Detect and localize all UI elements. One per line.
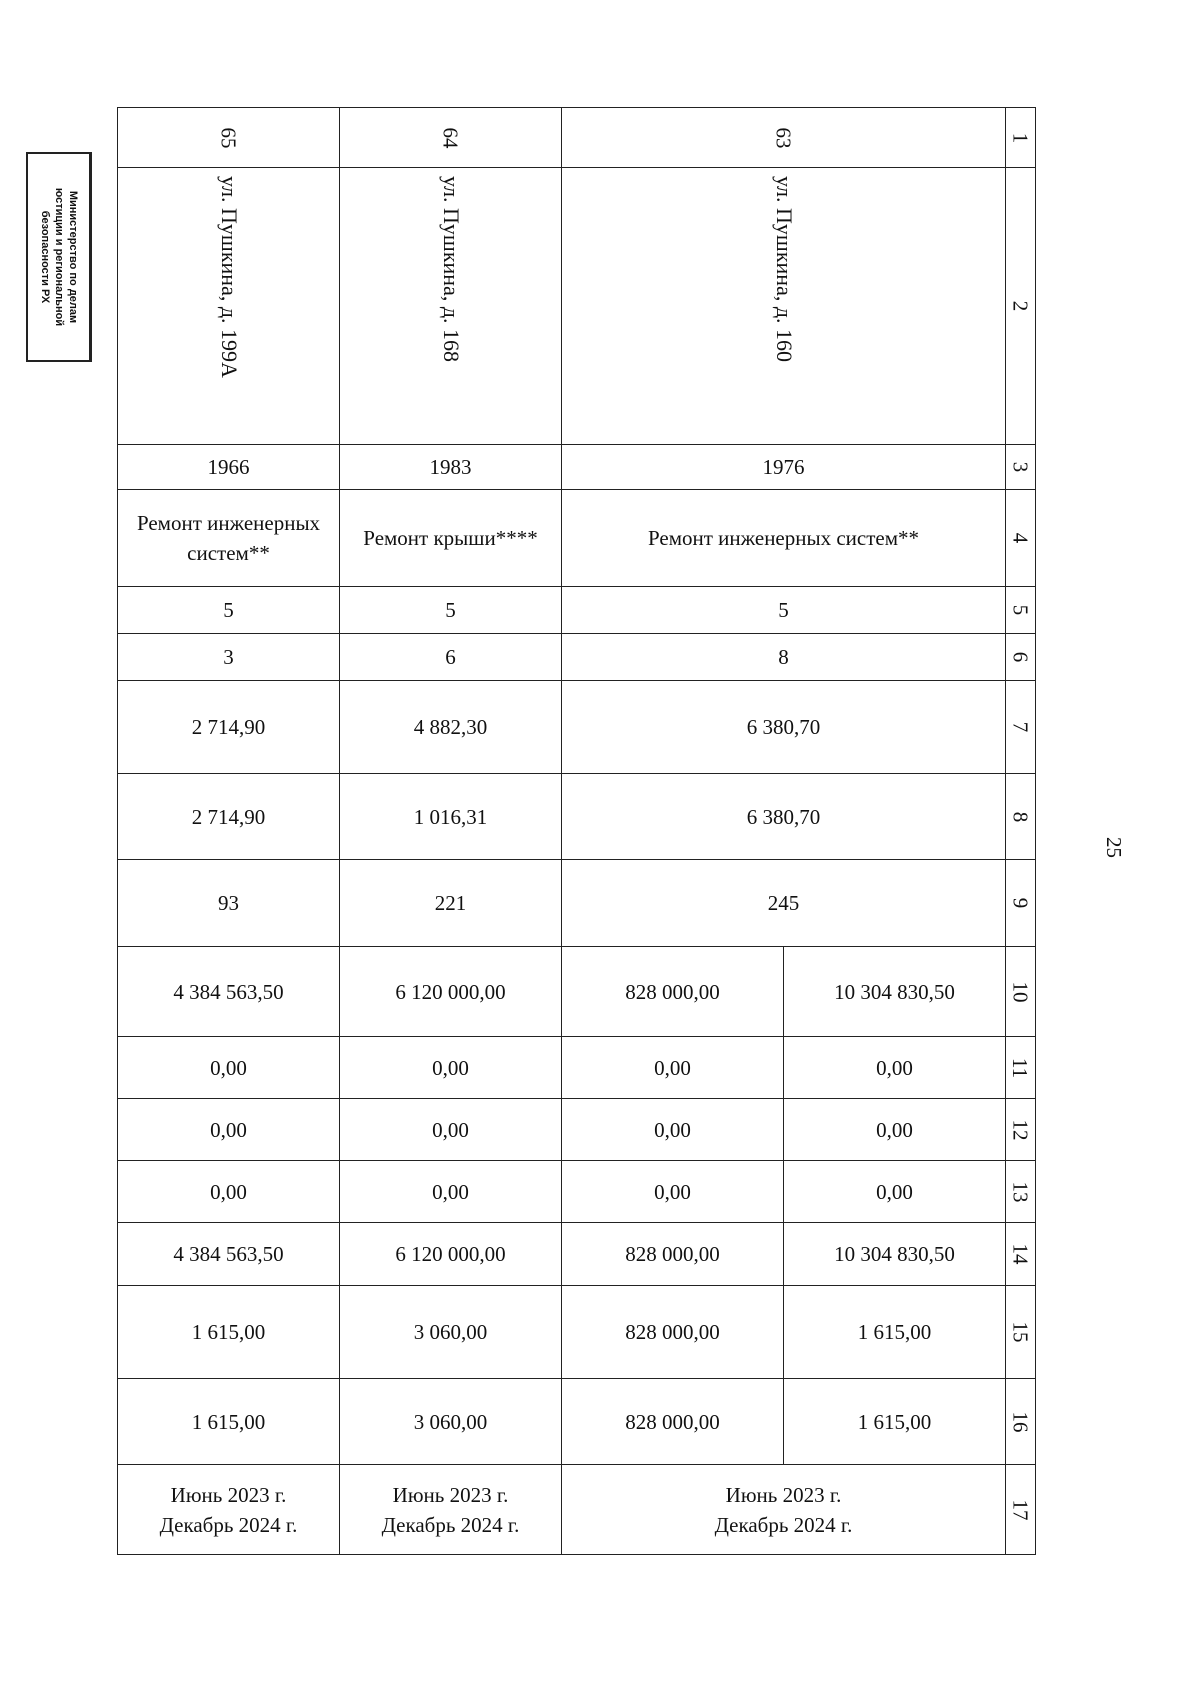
cell: 245 [562, 860, 1006, 947]
cell: 0,00 [784, 1099, 1006, 1161]
column-number: 11 [1006, 1037, 1036, 1099]
cell: 828 000,00 [562, 947, 784, 1037]
work-type-cell: Ремонт крыши**** [340, 490, 562, 587]
cell: 5 [118, 587, 340, 634]
cell: 828 000,00 [562, 1223, 784, 1286]
address-cell: ул. Пушкина, д. 199А [118, 168, 340, 445]
column-number: 1 [1006, 108, 1036, 168]
cell: 1 615,00 [784, 1286, 1006, 1379]
row-id-64: 64 [340, 108, 562, 168]
cell: 93 [118, 860, 340, 947]
data-table [117, 107, 1036, 1555]
cell: 5 [562, 587, 1006, 634]
row-id-65: 65 [118, 108, 340, 168]
year-cell: 1966 [118, 445, 340, 490]
period-cell [118, 1465, 340, 1555]
cell: 0,00 [562, 1099, 784, 1161]
period-cell [562, 1465, 1006, 1555]
year-cell: 1976 [562, 445, 1006, 490]
cell: 10 304 830,50 [784, 1223, 1006, 1286]
row-id-63: 63 [562, 108, 1006, 168]
address-cell: ул. Пушкина, д. 168 [340, 168, 562, 445]
cell: 6 380,70 [562, 774, 1006, 860]
cell: 828 000,00 [562, 1379, 784, 1465]
column-number: 2 [1006, 168, 1036, 445]
column-number: 6 [1006, 634, 1036, 681]
cell: 6 380,70 [562, 681, 1006, 774]
stamp-line: Министерство по делам [66, 190, 79, 324]
cell: 3 060,00 [340, 1286, 562, 1379]
column-number: 9 [1006, 860, 1036, 947]
cell: 0,00 [784, 1161, 1006, 1223]
column-number: 3 [1006, 445, 1036, 490]
year-cell: 1983 [340, 445, 562, 490]
registration-stamp [26, 152, 92, 362]
period-start: Июнь 2023 г. [170, 1482, 287, 1507]
cell: 2 714,90 [118, 681, 340, 774]
cell: 221 [340, 860, 562, 947]
cell: 0,00 [340, 1099, 562, 1161]
address-cell: ул. Пушкина, д. 160 [562, 168, 1006, 445]
cell: 1 615,00 [118, 1379, 340, 1465]
cell: 0,00 [562, 1037, 784, 1099]
cell: 0,00 [118, 1099, 340, 1161]
work-type-cell: Ремонт инженерных систем** [562, 490, 1006, 587]
column-number: 16 [1006, 1379, 1036, 1465]
cell: 5 [340, 587, 562, 634]
cell: 1 016,31 [340, 774, 562, 860]
column-number: 8 [1006, 774, 1036, 860]
column-number: 15 [1006, 1286, 1036, 1379]
cell: 8 [562, 634, 1006, 681]
cell: 6 [340, 634, 562, 681]
cell: 3 060,00 [340, 1379, 562, 1465]
column-number: 13 [1006, 1161, 1036, 1223]
cell: 0,00 [118, 1037, 340, 1099]
cell: 3 [118, 634, 340, 681]
cell: 2 714,90 [118, 774, 340, 860]
column-number: 4 [1006, 490, 1036, 587]
cell: 0,00 [118, 1161, 340, 1223]
page-number: 25 [1102, 837, 1126, 858]
cell: 6 120 000,00 [340, 947, 562, 1037]
cell: 4 384 563,50 [118, 1223, 340, 1286]
column-number: 12 [1006, 1099, 1036, 1161]
period-cell [340, 1465, 562, 1555]
cell: 10 304 830,50 [784, 947, 1006, 1037]
cell: 0,00 [784, 1037, 1006, 1099]
period-start: Июнь 2023 г. [392, 1482, 509, 1507]
column-number: 17 [1006, 1465, 1036, 1555]
stamp-line: юстиции и региональной [52, 187, 65, 327]
stamp-line: безопасности РХ [38, 210, 51, 304]
cell: 4 882,30 [340, 681, 562, 774]
column-number: 5 [1006, 587, 1036, 634]
period-end: Декабрь 2024 г. [714, 1512, 853, 1537]
cell: 4 384 563,50 [118, 947, 340, 1037]
period-start: Июнь 2023 г. [725, 1482, 842, 1507]
cell: 6 120 000,00 [340, 1223, 562, 1286]
cell: 828 000,00 [562, 1286, 784, 1379]
cell: 0,00 [340, 1161, 562, 1223]
work-type-cell: Ремонт инженерных систем** [118, 490, 340, 587]
cell: 1 615,00 [118, 1286, 340, 1379]
period-end: Декабрь 2024 г. [381, 1512, 520, 1537]
column-number: 14 [1006, 1223, 1036, 1286]
cell: 1 615,00 [784, 1379, 1006, 1465]
cell: 0,00 [340, 1037, 562, 1099]
column-number: 7 [1006, 681, 1036, 774]
column-number: 10 [1006, 947, 1036, 1037]
cell: 0,00 [562, 1161, 784, 1223]
period-end: Декабрь 2024 г. [159, 1512, 298, 1537]
